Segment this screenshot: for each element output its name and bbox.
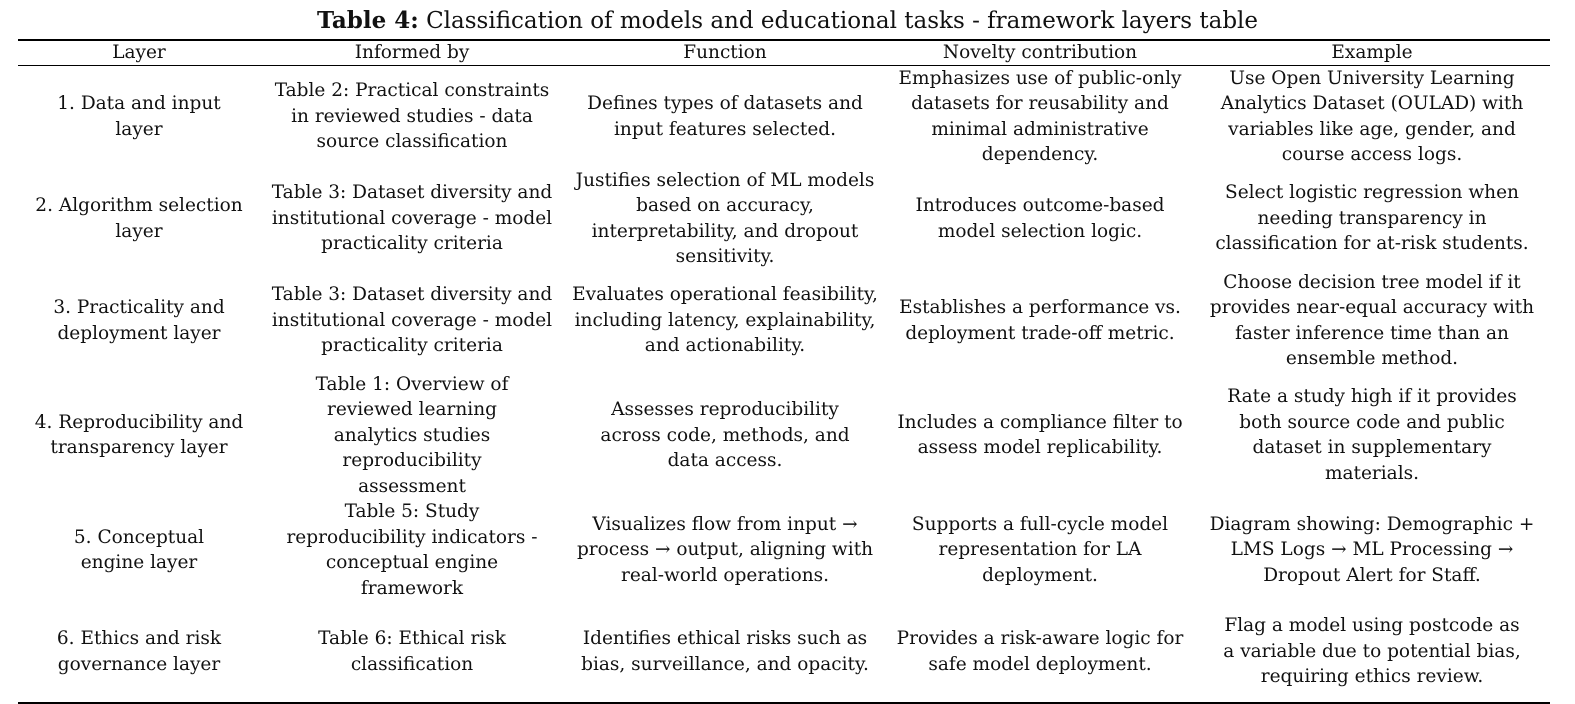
cell-novelty: Provides a risk-aware logic for safe model deployment. (886, 601, 1194, 703)
table-row (18, 168, 1550, 270)
framework-layers-table (18, 39, 1550, 704)
table-caption-text: Classification of models and educational tasks - framework layers table (426, 8, 1259, 34)
cell-layer: 5. Conceptual engine layer (73, 526, 205, 573)
cell-novelty: Supports a full-cycle model representation for LA deployment. (911, 513, 1169, 586)
cell-novelty: Emphasizes use of public-only datasets for reusability and minimal administrative dependency. (898, 67, 1182, 165)
cell-function: Identifies ethical risks such as bias, surveillance, and opacity. (564, 601, 886, 703)
table-row (18, 270, 1550, 372)
table-caption-label: Table 4: (316, 7, 419, 34)
cell-novelty: Introduces outcome-based model selection logic. (915, 195, 1165, 242)
cell-layer: 2. Algorithm selection layer (35, 195, 243, 242)
table-row (18, 65, 1550, 168)
column-header-layer: Layer (18, 40, 260, 65)
cell-novelty: Includes a compliance filter to assess model replicability. (897, 411, 1183, 459)
cell-novelty: Establishes a performance vs. deployment trade-off metric. (899, 297, 1181, 344)
cell-example: Rate a study high if it provides both source code and public dataset in supplementary materials. (1227, 386, 1517, 484)
cell-function: Justifies selection of ML models based on accuracy, interpretability, and dropout sensitivity. (575, 169, 875, 267)
cell-layer: 6. Ethics and risk governance layer (18, 601, 260, 703)
column-header-function: Function (564, 40, 886, 65)
cell-function: Defines types of datasets and input features selected. (587, 93, 863, 140)
cell-layer: 4. Reproducibility and transparency layer (34, 411, 244, 459)
cell-function: Evaluates operational feasibility, including latency, explainability, and actionability. (572, 284, 878, 357)
cell-example: Select logistic regression when needing transparency in classification for at-risk students. (1215, 182, 1529, 255)
column-header-example: Example (1194, 40, 1550, 65)
cell-example: Choose decision tree model if it provides near-equal accuracy with faster inference time than an ensemble method. (1209, 271, 1535, 369)
table-caption (0, 6, 1575, 36)
cell-function: Assesses reproducibility across code, methods, and data access. (600, 399, 850, 471)
table-row (18, 499, 1550, 601)
cell-layer: 3. Practicality and deployment layer (53, 297, 225, 344)
cell-function: Visualizes flow from input → process → output, aligning with real-world operations. (576, 513, 874, 586)
column-header-informed-by: Informed by (260, 40, 564, 65)
column-header-novelty: Novelty contribution (886, 40, 1194, 65)
cell-example: Flag a model using postcode as a variable due to potential bias, requiring ethics review. (1194, 601, 1550, 703)
cell-informed-by: Table 5: Study reproducibility indicators - conceptual engine framework (286, 501, 538, 599)
table-header-row (18, 40, 1550, 65)
table-row (18, 601, 1550, 703)
cell-layer: 1. Data and input layer (57, 93, 221, 140)
cell-informed-by: Table 6: Ethical risk classification (260, 601, 564, 703)
cell-informed-by: Table 1: Overview of reviewed learning analytics studies reproducibility assessment (315, 373, 509, 497)
cell-example: Use Open University Learning Analytics Dataset (OULAD) with variables like age, gender, and course access logs. (1220, 67, 1524, 165)
cell-informed-by: Table 2: Practical constraints in reviewed studies - data source classification (274, 80, 550, 153)
cell-example: Diagram showing: Demographic + LMS Logs → ML Processing → Dropout Alert for Staff. (1209, 513, 1535, 586)
table-row (18, 372, 1550, 500)
cell-informed-by: Table 3: Dataset diversity and institutional coverage - model practicality criteria (271, 182, 553, 255)
cell-informed-by: Table 3: Dataset diversity and institutional coverage - model practicality criteria (271, 284, 553, 357)
